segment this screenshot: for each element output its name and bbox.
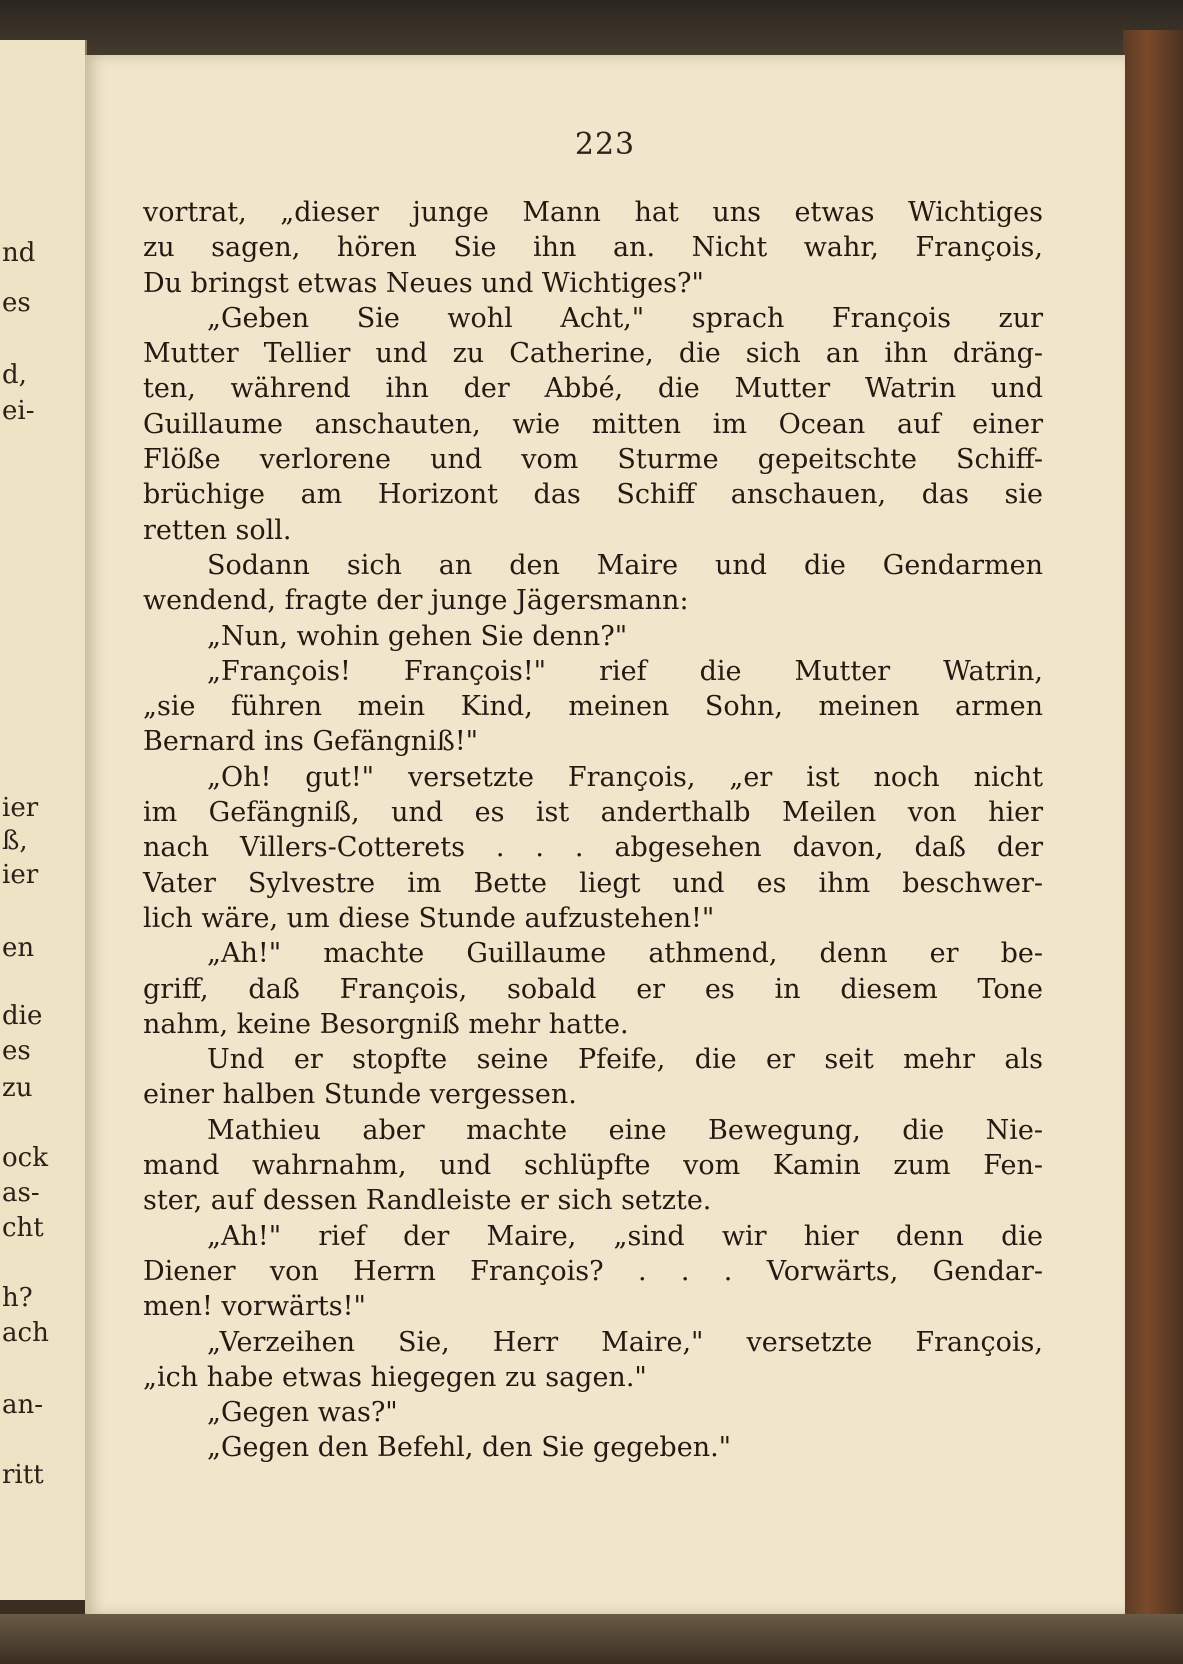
text-line: lich wäre, um diese Stunde aufzustehen!" [143, 902, 715, 934]
left-page-fragment: ritt [2, 1460, 44, 1490]
left-page-fragment: ß, [2, 826, 28, 856]
text-line: „Gegen was?" [207, 1397, 398, 1429]
text-line: brüchige am Horizont das Schiff anschauen, das sie [143, 479, 1043, 511]
left-page-fragment: ei- [2, 396, 35, 426]
text-line: ster, auf dessen Randleiste er sich setzte. [143, 1185, 712, 1217]
text-line: nach Villers-Cotterets . . . abgesehen davon, daß der [143, 832, 1043, 864]
left-page-fragment: d, [2, 360, 27, 390]
text-line: im Gefängniß, und es ist anderthalb Meilen von hier [143, 797, 1043, 829]
left-page-fragment: ier [2, 793, 39, 823]
text-line: wendend, fragte der junge Jägersmann: [143, 585, 689, 617]
left-page-fragment: nd [2, 238, 36, 268]
left-page-fragment: es [2, 288, 31, 318]
left-page-fragment: an- [2, 1390, 44, 1420]
left-page-fragment: ier [2, 860, 39, 890]
text-line: „Nun, wohin gehen Sie denn?" [207, 620, 628, 652]
left-page-fragment: zu [2, 1073, 33, 1103]
text-line: Mathieu aber machte eine Bewegung, die Nie- [207, 1114, 1043, 1146]
text-line: retten soll. [143, 514, 292, 546]
left-page-fragment: die [2, 1001, 43, 1031]
text-line: ten, während ihn der Abbé, die Mutter Watrin und [143, 373, 1043, 405]
left-page-fragment: ach [2, 1318, 49, 1348]
text-line: men! vorwärts!" [143, 1291, 366, 1323]
text-line: Guillaume anschauten, wie mitten im Ocean auf einer [143, 408, 1043, 440]
book-bottom-edge [0, 1614, 1183, 1664]
text-line: „ich habe etwas hiegegen zu sagen." [143, 1361, 647, 1393]
text-line: „Verzeihen Sie, Herr Maire," versetzte François, [207, 1326, 1043, 1358]
text-line: „Gegen den Befehl, den Sie gegeben." [207, 1432, 732, 1464]
left-page-fragment: es [2, 1036, 31, 1066]
text-line: vortrat, „dieser junge Mann hat uns etwas Wichtiges [143, 197, 1043, 228]
text-line: Du bringst etwas Neues und Wichtiges?" [143, 267, 704, 299]
text-line: „Ah!" machte Guillaume athmend, denn er be- [207, 938, 1043, 970]
text-line: „sie führen mein Kind, meinen Sohn, meinen armen [143, 691, 1043, 723]
text-line: „Geben Sie wohl Acht," sprach François zur [207, 302, 1043, 334]
text-line: „Ah!" rief der Maire, „sind wir hier denn die [207, 1220, 1043, 1252]
text-line: Bernard ins Gefängniß!" [143, 726, 479, 758]
left-page-fragment: as- [2, 1178, 40, 1208]
text-line: griff, daß François, sobald er es in diesem Tone [143, 973, 1043, 1005]
left-page [0, 40, 87, 1600]
text-line: Sodann sich an den Maire und die Gendarmen [207, 549, 1043, 581]
text-line: nahm, keine Besorgniß mehr hatte. [143, 1008, 629, 1040]
text-line: mand wahrnahm, und schlüpfte vom Kamin zum Fen- [143, 1150, 1043, 1182]
book-cover-edge [1123, 30, 1183, 1664]
text-line: einer halben Stunde vergessen. [143, 1079, 577, 1111]
text-line: zu sagen, hören Sie ihn an. Nicht wahr, François, [143, 232, 1043, 264]
left-page-fragment: ock [2, 1143, 48, 1173]
page-text [143, 195, 1043, 1466]
page-number: 223 [574, 127, 636, 162]
text-line: „Oh! gut!" versetzte François, „er ist noch nicht [207, 761, 1043, 793]
left-page-fragment: cht [2, 1213, 44, 1243]
right-page [85, 55, 1125, 1615]
left-page-fragment: h? [2, 1283, 33, 1313]
text-line: Flöße verlorene und vom Sturme gepeitschte Schiff- [143, 444, 1043, 476]
text-line: Und er stopfte seine Pfeife, die er seit mehr als [207, 1044, 1043, 1076]
text-line: Mutter Tellier und zu Catherine, die sich an ihn dräng- [143, 338, 1043, 370]
text-line: Diener von Herrn François? . . . Vorwärts, Gendar- [143, 1255, 1043, 1287]
text-line: Vater Sylvestre im Bette liegt und es ihm beschwer- [143, 867, 1043, 899]
text-line: „François! François!" rief die Mutter Watrin, [207, 655, 1043, 687]
left-page-fragment: en [2, 933, 35, 963]
